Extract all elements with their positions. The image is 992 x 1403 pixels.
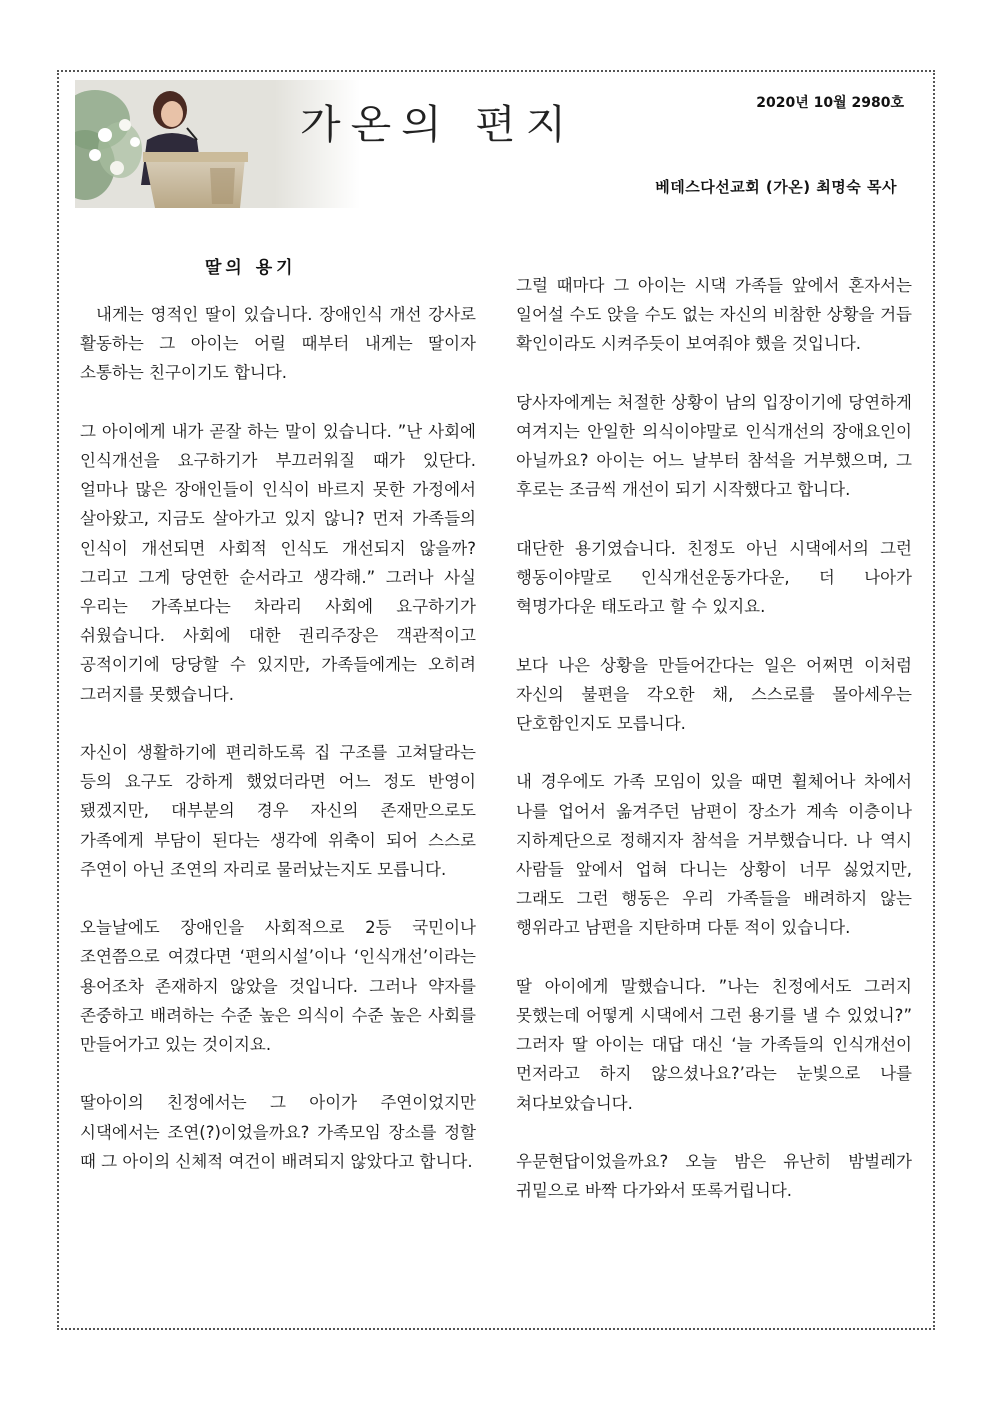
paragraph: 오늘날에도 장애인을 사회적으로 2등 국민이나 조연쯤으로 여겼다면 ‘편의시설’이나 ‘인식개선’이라는 용어조차 존재하지 않았을 것입니다. 그러나 약자를 존중하고 배려하는 수준 높은 의식이 수준 높은 사회를 만들어가고 있는 것이지요. — [80, 918, 476, 1055]
right-column — [516, 271, 912, 1235]
paragraph: 대단한 용기였습니다. 친정도 아닌 시댁에서의 그런 행동이야말로 인식개선운동가다운, 더 나아가 혁명가다운 태도라고 할 수 있지요. — [516, 538, 912, 617]
left-column — [80, 300, 476, 1205]
issue-date: 2020년 10월 2980호 — [756, 95, 904, 111]
paragraph: 딸아이의 친정에서는 그 아이가 주연이었지만 시댁에서는 조연(?)이었을까요? 가족모임 장소를 정할 때 그 아이의 신체적 여건이 배려되지 않았다고 합니다. — [80, 1093, 476, 1171]
paragraph: 보다 나은 상황을 만들어간다는 일은 어쩌면 이처럼 자신의 불편을 각오한 채, 스스로를 몰아세우는 단호함인지도 모릅니다. — [516, 655, 912, 733]
paragraph: 그럴 때마다 그 아이는 시댁 가족들 앞에서 혼자서는 일어설 수도 앉을 수도 없는 자신의 비참한 상황을 거듭 확인이라도 시켜주듯이 보여줘야 했을 것입니다. — [516, 276, 912, 354]
paragraph: 내 경우에도 가족 모임이 있을 때면 휠체어나 차에서 나를 업어서 옮겨주던 남편이 장소가 계속 이층이나 지하계단으로 정해지자 참석을 거부했습니다. 나 역시 사람들 앞에서 업혀 다니는 상황이 너무 싫었지만, 그래도 그런 행동은 우리 가족들을 배려하지 않는 행위라고 남편을 지탄하며 다툰 적이 있습니다. — [516, 772, 912, 938]
newsletter-title: 가온의 편지 — [300, 101, 577, 148]
paragraph: 당사자에게는 처절한 상황이 남의 입장이기에 당연하게 여겨지는 안일한 의식이야말로 인식개선의 장애요인이 아닐까요? 아이는 어느 날부터 참석을 거부했으며, 그 후로는 조금씩 개선이 되기 시작했다고 합니다. — [516, 392, 912, 500]
article-title: 딸의 용기 — [205, 258, 297, 278]
paragraph: 자신이 생활하기에 편리하도록 집 구조를 고쳐달라는 등의 요구도 강하게 했었더라면 어느 정도 반영이 됐겠지만, 대부분의 경우 자신의 존재만으로도 가족에게 부담이 된다는 생각에 위축이 되어 스스로 주연이 아닌 조연의 자리로 물러났는지도 모릅니다. — [80, 743, 476, 879]
paragraph: 그 아이에게 내가 곧잘 하는 말이 있습니다. ”난 사회에 인식개선을 요구하기가 부끄러워질 때가 있단다. 얼마나 많은 장애인들이 인식이 바르지 못한 가정에서 살아왔고, 지금도 살아가고 있지 않니? 먼저 가족들의 인식이 개선되면 사회적 인식도 개선되지 않을까? 그리고 그게 당연한 순서라고 생각해.” 그러나 사실 우리는 가족보다는 차라리 사회에 요구하기가 쉬웠습니다. 사회에 대한 권리주장은 객관적이고 공적이기에 당당할 수 있지만, 가족들에게는 오히려 그러지를 못했습니다. — [80, 421, 476, 704]
paragraph: 내게는 영적인 딸이 있습니다. 장애인식 개선 강사로 활동하는 그 아이는 어릴 때부터 내게는 딸이자 소통하는 친구이기도 합니다. — [80, 305, 476, 383]
paragraph: 딸 아이에게 말했습니다. ”나는 친정에서도 그러지 못했는데 어떻게 시댁에서 그런 용기를 낼 수 있었니?” 그러자 딸 아이는 대답 대신 ‘늘 가족들의 인식개선이 먼저라고 하지 않으셨나요?’라는 눈빛으로 나를 쳐다보았습니다. — [516, 976, 912, 1113]
paragraph: 우문현답이었을까요? 오늘 밤은 유난히 밤벌레가 귀밑으로 바짝 다가와서 또록거립니다. — [516, 1152, 912, 1201]
author-line: 베데스다선교회 (가온) 최명숙 목사 — [655, 178, 897, 196]
